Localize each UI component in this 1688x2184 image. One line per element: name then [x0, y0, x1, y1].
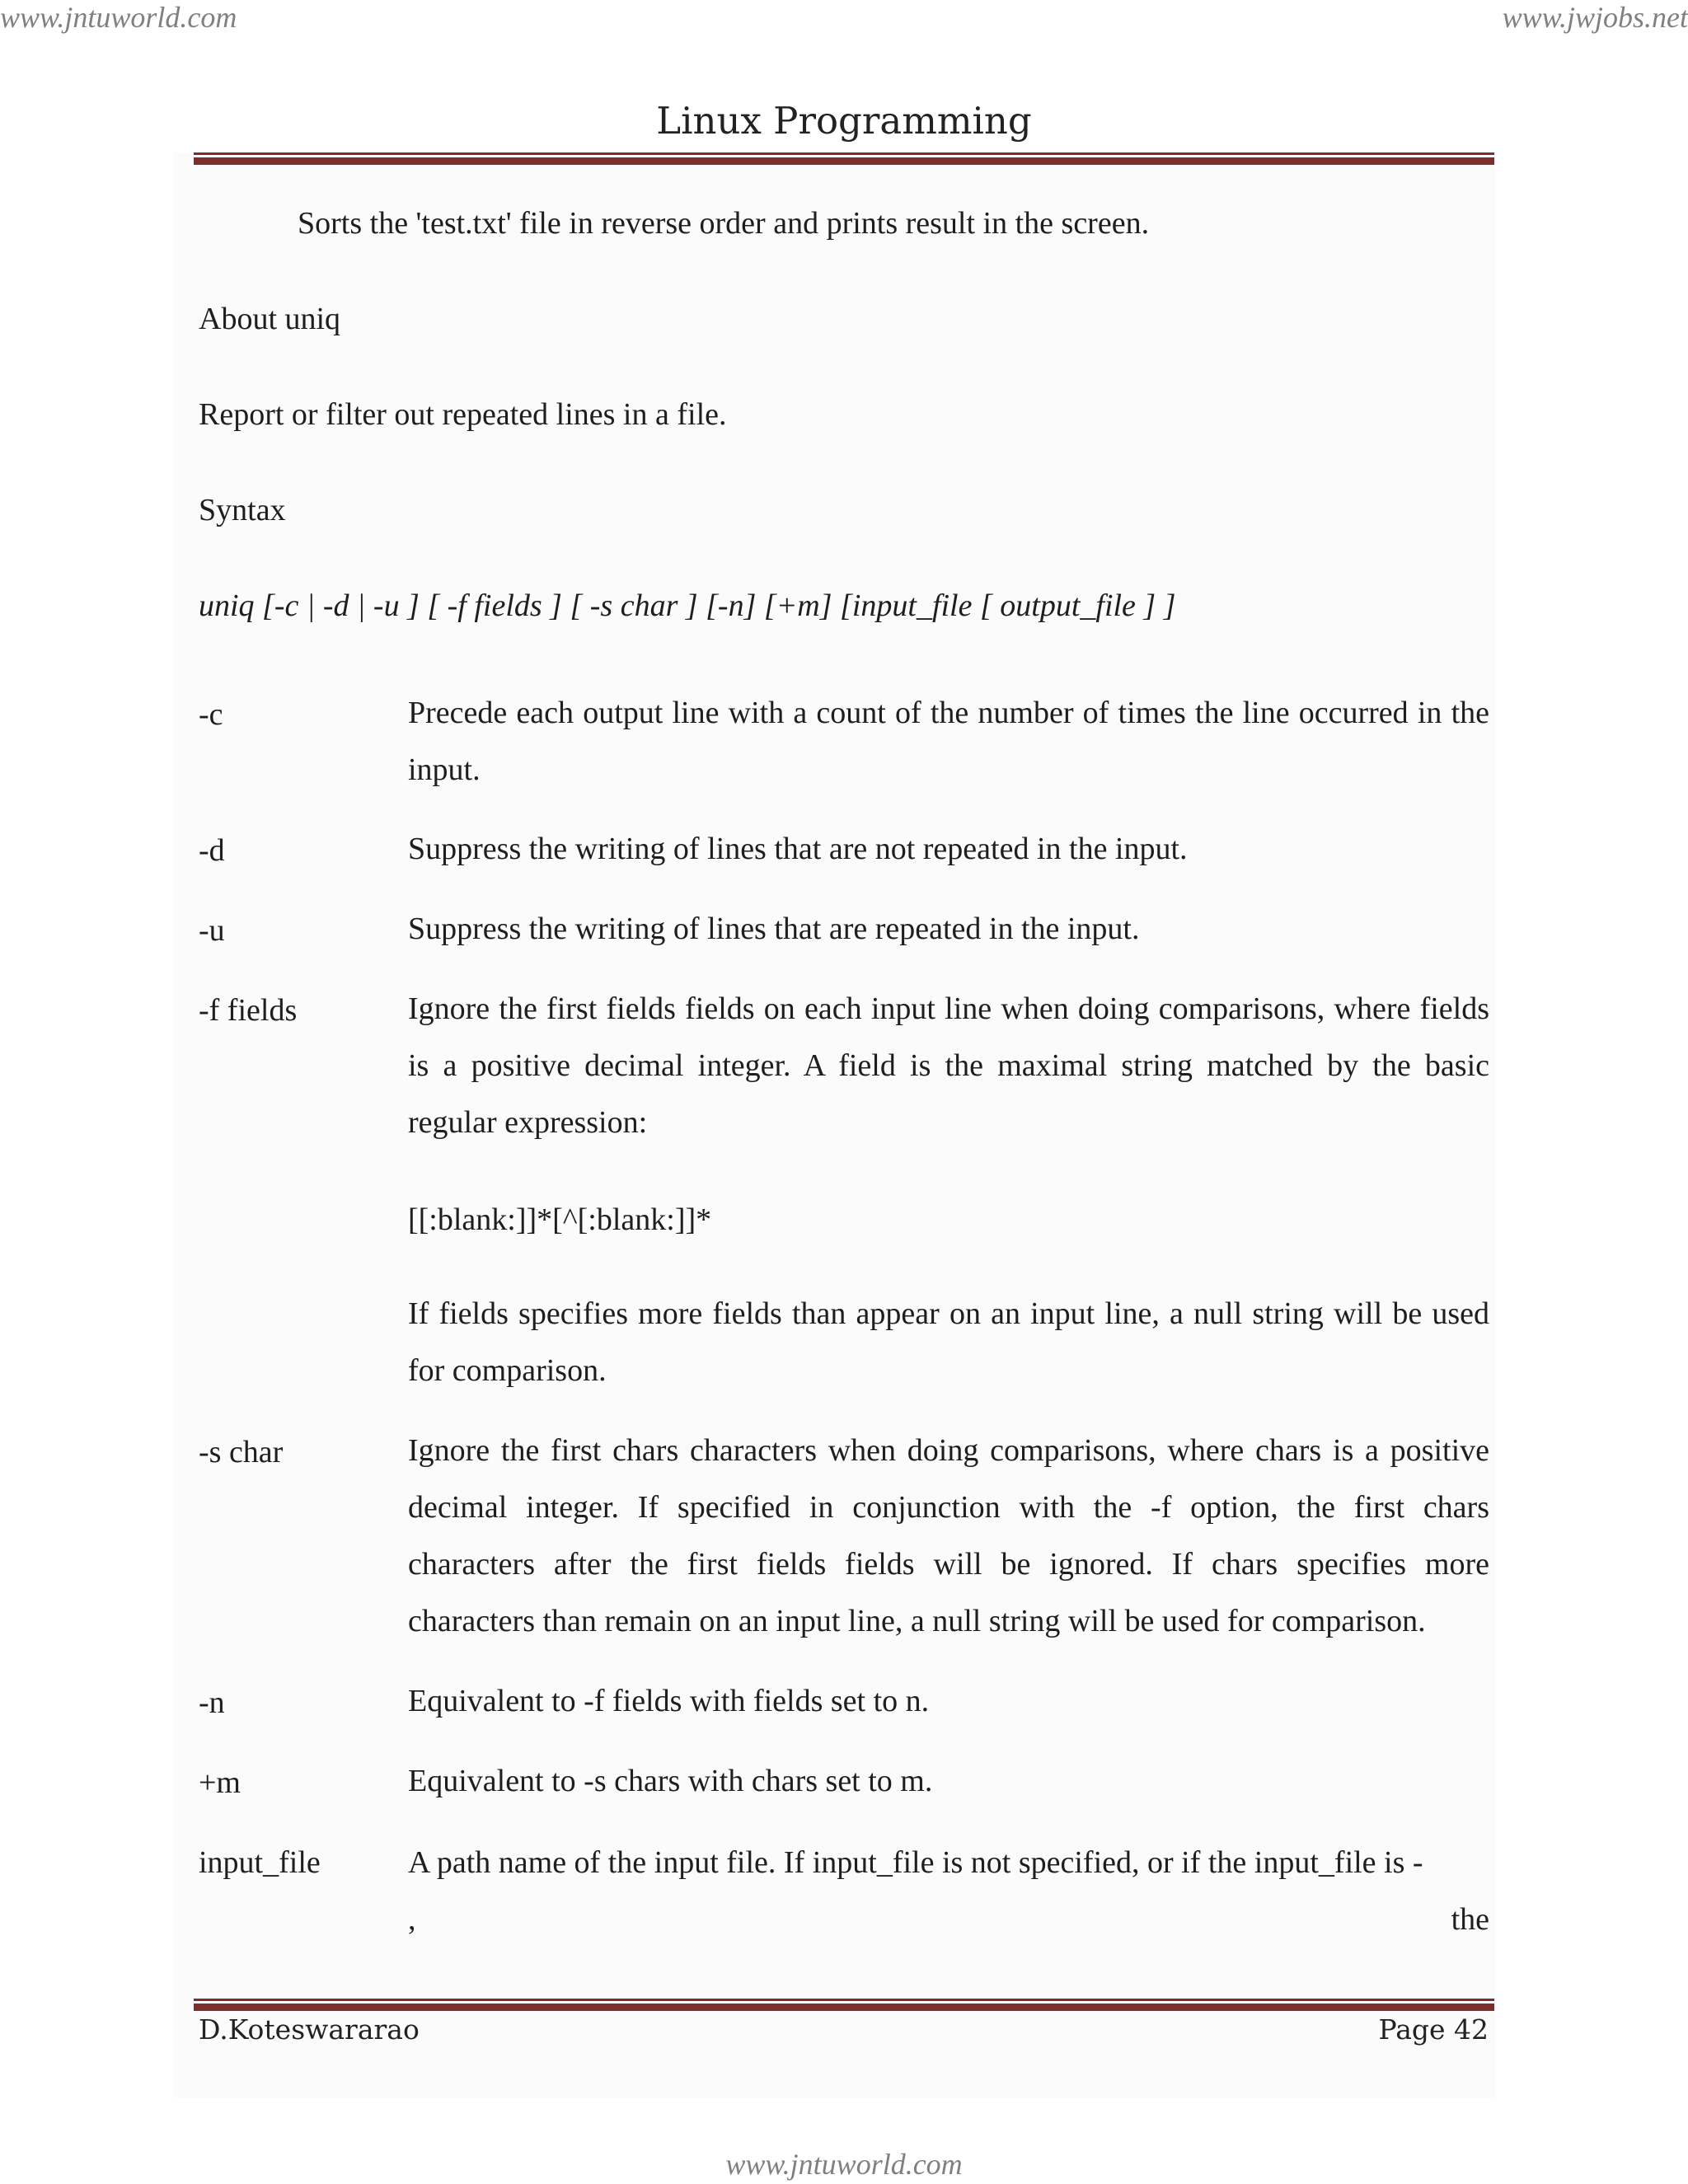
regex-expression: [[:blank:]]*[^[:blank:]]* — [408, 1202, 712, 1237]
syntax-line: uniq [-c | -d | -u ] [ -f fields ] [ -s char ] [-n] [+m] [input_file [ output_file ] ] — [199, 588, 1176, 623]
about-heading: About uniq — [199, 302, 341, 336]
option-flag: -n — [199, 1685, 225, 1720]
header-rule — [194, 152, 1494, 165]
option-description: Suppress the writing of lines that are not repeated in the input. — [408, 832, 1188, 866]
footer-author: D.Koteswararao — [199, 2013, 420, 2046]
option-description: Ignore the first fields fields on each input line when doing comparisons, where fields is a positive decimal integer. A field is the maximal string matched by the basic regular expression: — [408, 991, 1489, 1140]
option-description: Equivalent to -s chars with chars set to m. — [408, 1764, 933, 1798]
option-description-comma: , — [408, 1902, 416, 1937]
option-flag: -c — [199, 697, 223, 732]
option-flag: -u — [199, 913, 225, 948]
option-flag: -f fields — [199, 993, 298, 1028]
page-title: Linux Programming — [656, 99, 1032, 143]
watermark-top-left: www.jntuworld.com — [0, 1, 237, 34]
option-flag: -d — [199, 833, 225, 868]
page-number: Page 42 — [1378, 2013, 1489, 2046]
about-description: Report or filter out repeated lines in a file. — [199, 397, 727, 432]
option-note: If fields specifies more fields than appear on an input line, a null string will be used for comparison. — [408, 1296, 1489, 1388]
sort-result-text: Sorts the 'test.txt' file in reverse order and prints result in the screen. — [298, 206, 1150, 241]
option-description: Suppress the writing of lines that are repeated in the input. — [408, 912, 1140, 946]
option-flag: -s char — [199, 1435, 284, 1469]
syntax-heading: Syntax — [199, 493, 286, 527]
watermark-top-right: www.jwjobs.net — [1502, 1, 1688, 34]
watermark-bottom: www.jntuworld.com — [725, 2148, 963, 2181]
option-description-end: the — [1451, 1902, 1489, 1937]
option-flag: input_file — [199, 1845, 321, 1880]
option-description: Precede each output line with a count of the number of times the line occurred in the input. — [408, 696, 1489, 787]
footer-rule — [194, 1999, 1494, 2011]
option-description: Ignore the first chars characters when doing comparisons, where chars is a positive decimal integer. If specified in conjunction with the -f option, the first chars characters after the first fields fields will be ignored. If chars specifies more characters than remain on an input line, a null string will be used for comparison. — [408, 1433, 1489, 1638]
option-description: A path name of the input file. If input_file is not specified, or if the input_file is - — [408, 1845, 1423, 1880]
option-flag: +m — [199, 1765, 241, 1800]
option-description: Equivalent to -f fields with fields set to n. — [408, 1684, 930, 1718]
